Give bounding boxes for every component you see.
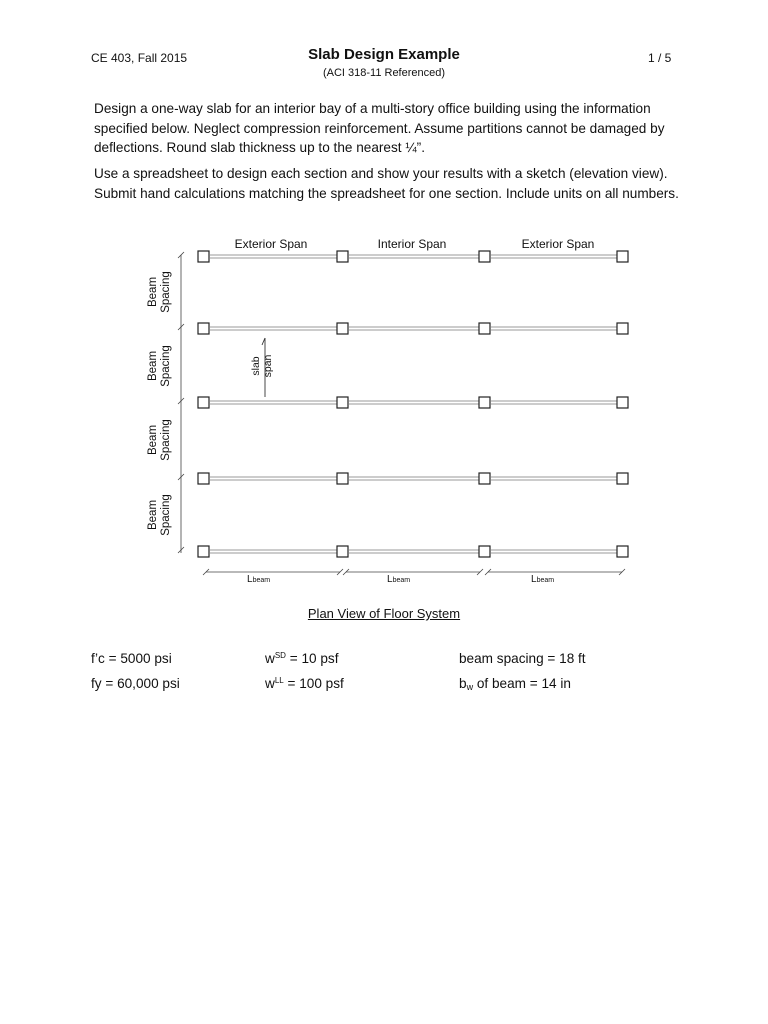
svg-text:Beam: Beam — [147, 424, 159, 456]
slab-span-label — [250, 354, 274, 377]
l-beam-label-3: Lbeam — [531, 574, 555, 585]
document-title: Slab Design Example — [308, 46, 460, 63]
beam-spacing-label-4 — [147, 494, 172, 536]
svg-text:Beam: Beam — [147, 276, 159, 308]
given-fy: fy = 60,000 psi — [91, 676, 180, 691]
page-number: 1 / 5 — [648, 51, 672, 65]
document-subtitle: (ACI 318-11 Referenced) — [322, 67, 446, 79]
svg-text:Spacing: Spacing — [160, 271, 172, 313]
beam-spacing-label-2 — [147, 345, 172, 387]
l-beam-dimension-lines — [203, 569, 625, 575]
span-label-exterior-left: Exterior Span — [234, 237, 308, 251]
svg-text:Beam: Beam — [147, 350, 159, 382]
beam-lines — [210, 255, 617, 553]
instructions-paragraph-1: Design a one-way slab for an interior bay of a multi-story office building using the information specified below. Neglect compression reinforcement. Assume partitions cannot be damaged by deflections. Round slab thickness up to the nearest ¼”. — [94, 101, 665, 155]
plan-view-caption: Plan View of Floor System — [307, 606, 461, 621]
svg-text:slab: slab — [250, 356, 262, 376]
span-label-interior: Interior Span — [377, 237, 447, 251]
given-beam-spacing: beam spacing = 18 ft — [459, 651, 586, 666]
beam-spacing-label-1 — [147, 271, 172, 313]
span-label-exterior-right: Exterior Span — [521, 237, 595, 251]
given-wll: $w^{LL} = 100$ psf — [265, 676, 344, 691]
course-label: CE 403, Fall 2015 — [91, 51, 188, 65]
l-beam-label-2: Lbeam — [387, 574, 411, 585]
svg-text:Spacing: Spacing — [160, 494, 172, 536]
instructions-paragraph-2: Use a spreadsheet to design each section and show your results with a sketch (elevation view). Submit hand calculations matching the spreadsheet for one section. Include units on all numbers. — [94, 166, 679, 201]
beam-spacing-dimension-line — [178, 252, 184, 553]
given-bw: $b_w$ of beam = 14 in — [459, 676, 571, 692]
beam-spacing-label-3 — [147, 419, 172, 461]
given-wsd: $w^{SD} = 10$ psf — [265, 651, 339, 666]
svg-text:Spacing: Spacing — [160, 345, 172, 387]
l-beam-label-1: Lbeam — [247, 574, 271, 585]
given-fc: f’c = 5000 psi — [91, 651, 172, 666]
svg-text:Beam: Beam — [147, 499, 159, 531]
svg-text:span: span — [262, 354, 274, 378]
svg-text:Spacing: Spacing — [160, 419, 172, 461]
